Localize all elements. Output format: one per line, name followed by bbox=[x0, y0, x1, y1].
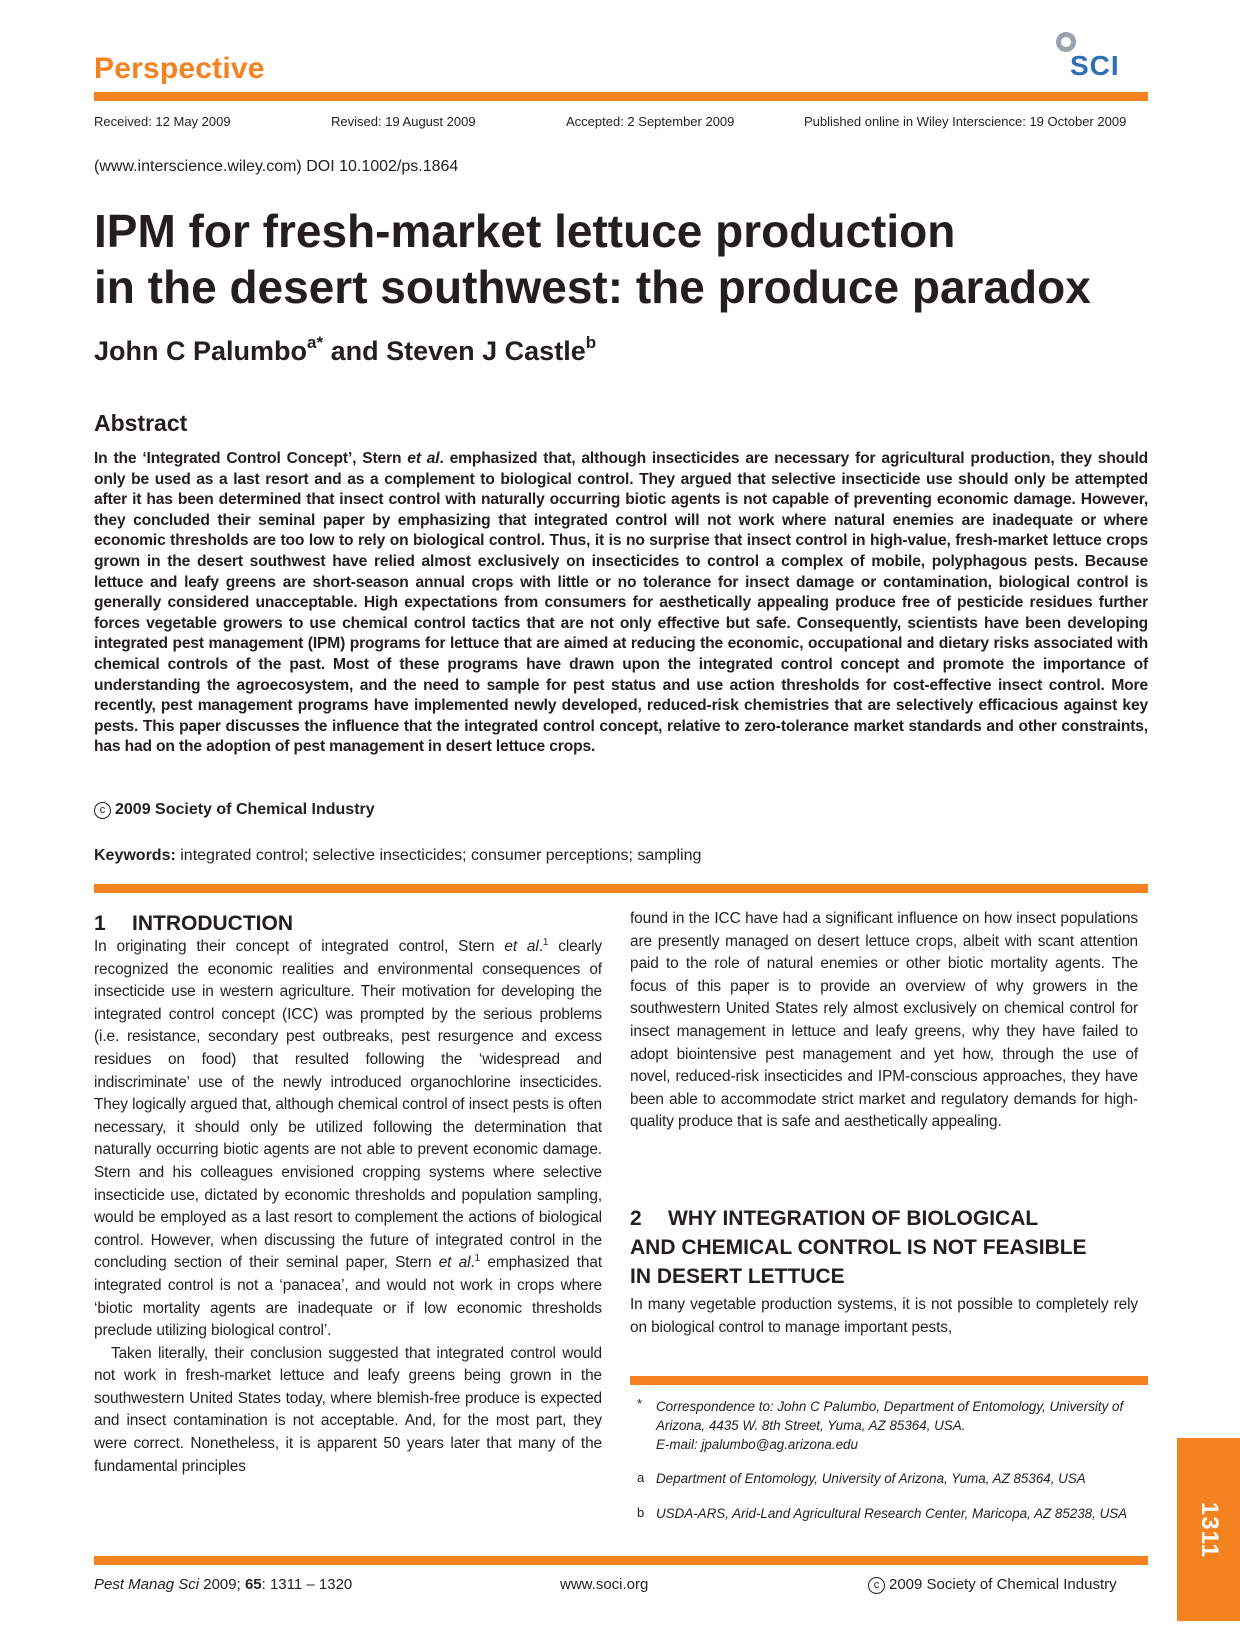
para-1-text-d: . bbox=[470, 1254, 475, 1272]
section-1-number: 1 bbox=[94, 912, 106, 935]
footer-url[interactable]: www.soci.org bbox=[560, 1576, 649, 1593]
section-1-paragraph-2: Taken literally, their conclusion suggested that integrated control would not work in fresh-market lettuce and leafy greens being grown in the southwestern United States today, where blemish-free produce is expected and insect contamination is not acceptable. And, for the most part, they were correct. Nonetheless, it is apparent 50 years later that many of the fundamental principles bbox=[94, 1344, 602, 1475]
sci-logo bbox=[1052, 30, 1152, 82]
author-2-affiliation: b bbox=[585, 333, 597, 352]
para-1-text-a: In originating their concept of integrated control, Stern bbox=[94, 938, 505, 955]
logo-text: SCI bbox=[1070, 50, 1120, 81]
keywords bbox=[94, 847, 701, 865]
footer-copyright-text: 2009 Society of Chemical Industry bbox=[889, 1576, 1117, 1593]
affiliation-a: Department of Entomology, University of Arizona, Yuma, AZ 85364, USA bbox=[656, 1471, 1086, 1486]
correspondence-mark: * bbox=[637, 1396, 643, 1411]
abstract-text-rest: . emphasized that, although insecticides are necessary for agricultural production, they should only be used as a last resort and as a complement to biological control. They argued that selective insecticide use should only be attempted after it has been determined that insect control with naturally occurring biotic agents is not capable of preventing economic damage. However, they concluded their seminal paper by emphasizing that integrated control will not work where natural enemies are inadequate or where economic thresholds are too low to rely on biological control. Thus, it is no surprise that insect control in high-value, fresh-market lettuce crops grown in the desert southwest have relied almost exclusively on insecticides to control a complex of mobile, polyphagous pests. Because lettuce and leafy greens are short-season annual crops with little or no tolerance for insect damage or contamination, biological control is generally considered unacceptable. High expectations from consumers for aesthetically appealing produce free of pesticide residues further forces vegetable growers to use chemical control tactics that are not only effective but safe. Consequently, scientists have been developing integrated pest management (IPM) programs for lettuce that are aimed at reducing the economic, occupational and dietary risks associated with chemical controls of the past. Most of these programs have drawn upon the integrated control concept and promote the importance of understanding the agroecosystem, and the need to sample for pest status and use action thresholds for cost-effective insect control. More recently, pest management programs have implemented newly developed, reduced-risk chemistries that are selectively efficacious against key pests. This paper discusses the influence that the integrated control concept, relative to zero-tolerance market standards and other constraints, has had on the adoption of pest management in desert lettuce crops. bbox=[94, 450, 1149, 756]
affiliation-b: USDA-ARS, Arid-Land Agricultural Research Center, Maricopa, AZ 85238, USA bbox=[656, 1506, 1128, 1521]
footer-citation bbox=[94, 1576, 352, 1593]
column-left bbox=[94, 936, 602, 1478]
correspondence-line-2: Arizona, 4435 W. 8th Street, Yuma, AZ 85364, USA. bbox=[656, 1418, 966, 1433]
footer-year: 2009; bbox=[199, 1576, 245, 1593]
para-1-et-al-2: et al bbox=[438, 1254, 471, 1272]
footer-rule bbox=[94, 1556, 1148, 1565]
keywords-label: Keywords: bbox=[94, 847, 176, 864]
affiliation-a-mark: a bbox=[637, 1470, 645, 1485]
section-2-body bbox=[630, 1294, 1138, 1339]
doi-link[interactable]: (www.interscience.wiley.com) DOI 10.1002/ps.1864 bbox=[94, 158, 459, 175]
page-number-tab bbox=[1177, 1438, 1240, 1621]
author-list bbox=[94, 333, 597, 367]
header-rule bbox=[94, 92, 1148, 101]
reference-1-link[interactable]: 1 bbox=[542, 937, 549, 948]
author-2: Steven J Castle bbox=[386, 336, 586, 366]
revised-date: Revised: 19 August 2009 bbox=[331, 114, 476, 129]
abstract-text-start: In the ‘Integrated Control Concept’, Stern bbox=[94, 450, 408, 467]
title-line-1: IPM for fresh-market lettuce production bbox=[94, 205, 956, 257]
section-2-heading bbox=[630, 1204, 1138, 1291]
section-2-title-line-1: WHY INTEGRATION OF BIOLOGICAL bbox=[668, 1207, 1039, 1230]
para-1-text-e: emphasized that integrated control is not a ‘panacea’, and would not work in crops where ‘biotic mortality agents are inadequate or if low economic thresholds preclude utilizing biological control’. bbox=[94, 1254, 602, 1340]
page-number: 1311 bbox=[1196, 1501, 1223, 1559]
author-1-affiliation: a* bbox=[307, 333, 324, 352]
received-date: Received: 12 May 2009 bbox=[94, 114, 231, 129]
accepted-date: Accepted: 2 September 2009 bbox=[566, 114, 735, 129]
article-title bbox=[94, 203, 1154, 315]
section-1-title: INTRODUCTION bbox=[132, 912, 293, 935]
abstract-rule bbox=[94, 884, 1148, 893]
title-line-2: in the desert southwest: the produce paradox bbox=[94, 261, 1091, 313]
footer-volume: 65 bbox=[244, 1576, 262, 1593]
section-1-paragraph-3: found in the ICC have had a significant influence on how insect populations are presently managed on desert lettuce crops, albeit with scant attention paid to the role of natural enemies or other biotic mortality agents. The focus of this paper is to provide an overview of why growers in the southwestern United States rely almost exclusively on chemical control for insect management in lettuce and leafy greens, why they have failed to adopt biointensive pest management and yet how, through the use of novel, reduced-risk insecticides and IPM-conscious approaches, they have been able to accommodate strict market and regulatory demands for high-quality produce that is safe and aesthetically appealing. bbox=[630, 910, 1138, 1131]
section-2-number: 2 bbox=[630, 1207, 642, 1230]
reference-1-link-2[interactable]: 1 bbox=[474, 1253, 481, 1265]
author-separator: and bbox=[323, 336, 387, 366]
correspondence-footnote bbox=[656, 1397, 1148, 1454]
published-date: Published online in Wiley Interscience: 19 October 2009 bbox=[804, 114, 1127, 129]
abstract-heading: Abstract bbox=[94, 410, 188, 436]
section-2-paragraph-1: In many vegetable production systems, it is not possible to completely rely on biological control to manage important pests, bbox=[630, 1296, 1138, 1336]
abstract-text bbox=[94, 449, 1148, 758]
affiliation-b-mark: b bbox=[637, 1505, 645, 1520]
abstract-et-al: et al bbox=[407, 450, 440, 467]
section-2-title-line-3: IN DESERT LETTUCE bbox=[630, 1265, 845, 1288]
footnote-rule bbox=[630, 1376, 1148, 1385]
correspondence-email[interactable]: E-mail: jpalumbo@ag.arizona.edu bbox=[656, 1437, 858, 1452]
abstract-copyright-text: 2009 Society of Chemical Industry bbox=[115, 801, 375, 818]
footer-journal-name: Pest Manag Sci bbox=[94, 1576, 200, 1593]
footer-copyright bbox=[868, 1576, 1117, 1594]
section-2-title-line-2: AND CHEMICAL CONTROL IS NOT FEASIBLE bbox=[630, 1236, 1087, 1259]
copyright-icon: c bbox=[94, 802, 111, 819]
para-1-et-al: et al bbox=[504, 938, 539, 955]
section-1-paragraph-1 bbox=[94, 936, 602, 1343]
para-1-text-b: . bbox=[538, 938, 543, 955]
section-label: Perspective bbox=[94, 52, 265, 85]
para-1-text-c: clearly recognized the economic realities and environmental consequences of insecticide use in western agriculture. Their motivation for developing the integrated control concept (ICC) was prompted by the serious problems (i.e. resistance, secondary pest outbreaks, pest resurgence and excess residues on food) that resulted following the ‘widespread and indiscriminate’ use of the newly introduced organochlorine insecticides. They logically argued that, although chemical control of insect pests is often necessary, it should only be utilized following the determination that naturally occurring biotic agents are not able to prevent economic damage. Stern and his colleagues envisioned cropping systems where selective insecticide use, dictated by economic thresholds and population sampling, would be employed as a last resort to complement the actions of biological control. However, when discussing the future of integrated control in the concluding section of their seminal paper, Stern bbox=[94, 938, 603, 1272]
logo-ring-icon bbox=[1056, 32, 1076, 52]
abstract-copyright bbox=[94, 801, 375, 819]
section-1-heading bbox=[94, 909, 293, 938]
author-1: John C Palumbo bbox=[94, 336, 308, 366]
footer-copyright-icon: c bbox=[868, 1577, 885, 1594]
column-right bbox=[630, 908, 1138, 1134]
keywords-text: integrated control; selective insecticides; consumer perceptions; sampling bbox=[175, 847, 702, 864]
correspondence-line-1: Correspondence to: John C Palumbo, Department of Entomology, University of bbox=[656, 1399, 1124, 1414]
footer-pages: : 1311 – 1320 bbox=[261, 1576, 353, 1593]
